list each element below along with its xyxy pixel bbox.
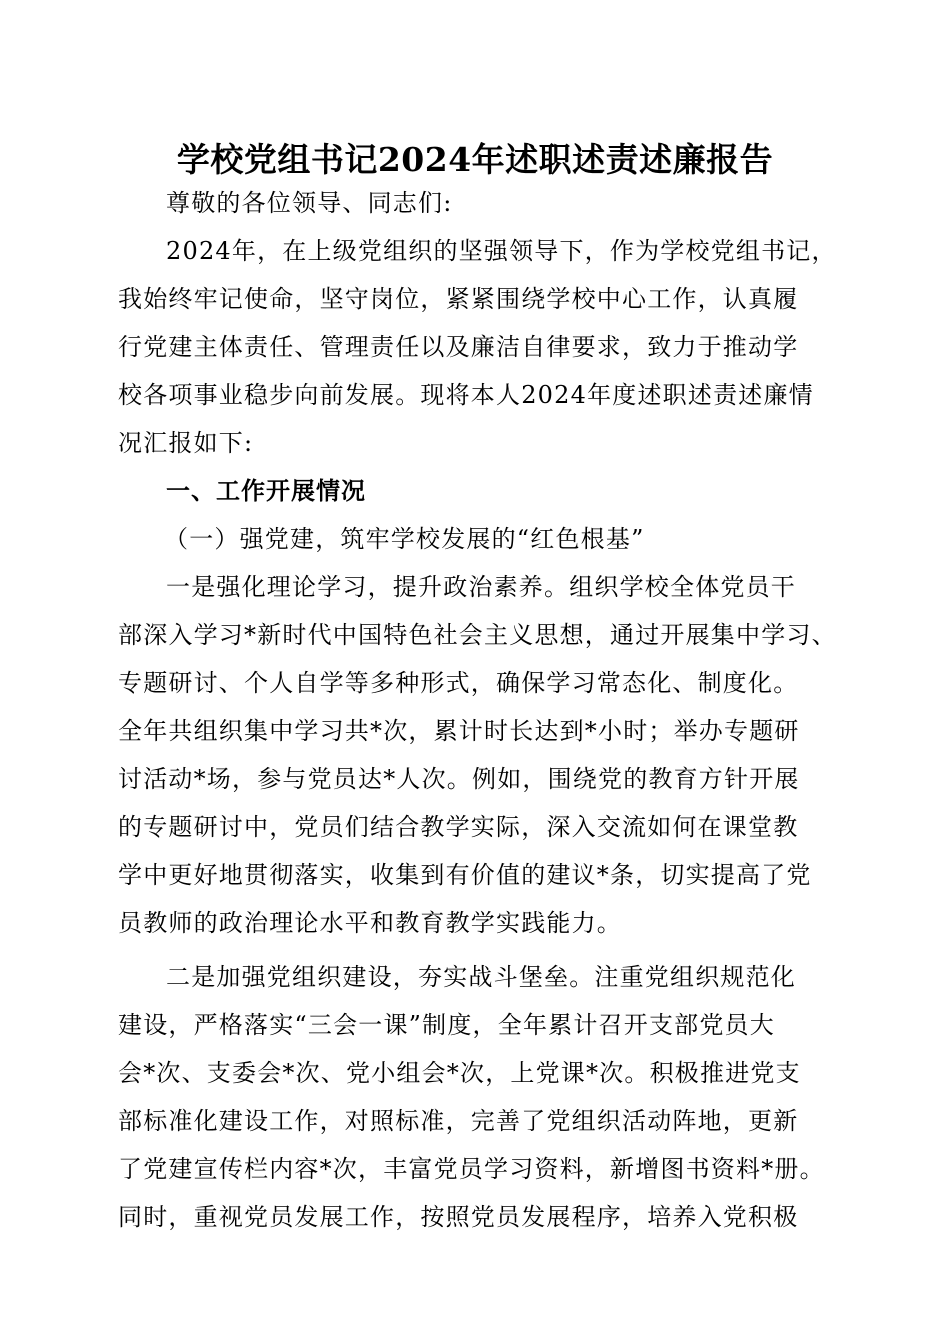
paragraph-line: 一是强化理论学习，提升政治素养。组织学校全体党员干 (166, 573, 796, 601)
paragraph-line: 二是加强党组织建设，夯实战斗堡垒。注重党组织规范化 (166, 963, 796, 991)
intro-line: 我始终牢记使命，坚守岗位，紧紧围绕学校中心工作，认真履 (118, 285, 799, 313)
intro-line: 行党建主体责任、管理责任以及廉洁自律要求，致力于推动学 (118, 333, 799, 361)
paragraph-line: 专题研讨、个人自学等多种形式，确保学习常态化、制度化。 (118, 669, 799, 697)
salutation: 尊敬的各位领导、同志们: (166, 189, 453, 217)
paragraph-line: 建设，严格落实“三会一课”制度，全年累计召开支部党员大 (118, 1011, 775, 1039)
section-heading: 一、工作开展情况 (166, 477, 366, 505)
paragraph-line: 全年共组织集中学习共*次，累计时长达到*小时；举办专题研 (118, 717, 800, 745)
paragraph-line: 会*次、支委会*次、党小组会*次，上党课*次。积极推进党支 (118, 1059, 801, 1087)
intro-line: 况汇报如下: (118, 429, 254, 457)
paragraph-line: 部深入学习*新时代中国特色社会主义思想，通过开展集中学习、 (118, 621, 837, 649)
paragraph-line: 部标准化建设工作，对照标准，完善了党组织活动阵地，更新 (118, 1107, 799, 1135)
paragraph-line: 学中更好地贯彻落实，收集到有价值的建议*条，切实提高了党 (118, 861, 812, 889)
paragraph-line: 讨活动*场，参与党员达*人次。例如，围绕党的教育方针开展 (118, 765, 800, 793)
intro-line: 校各项事业稳步向前发展。现将本人2024年度述职述责述廉情 (118, 381, 814, 409)
paragraph-line: 的专题研讨中，党员们结合教学实际，深入交流如何在课堂教 (118, 813, 799, 841)
document-title: 学校党组书记2024年述职述责述廉报告 (176, 140, 774, 179)
paragraph-line: 同时，重视党员发展工作，按照党员发展程序，培养入党积极 (118, 1203, 799, 1231)
subsection-heading: （一）强党建，筑牢学校发展的“红色根基” (164, 525, 645, 553)
paragraph-line: 了党建宣传栏内容*次，丰富党员学习资料，新增图书资料*册。 (118, 1155, 825, 1183)
intro-line: 2024年，在上级党组织的坚强领导下，作为学校党组书记， (166, 237, 837, 265)
paragraph-line: 员教师的政治理论水平和教育教学实践能力。 (118, 909, 622, 937)
